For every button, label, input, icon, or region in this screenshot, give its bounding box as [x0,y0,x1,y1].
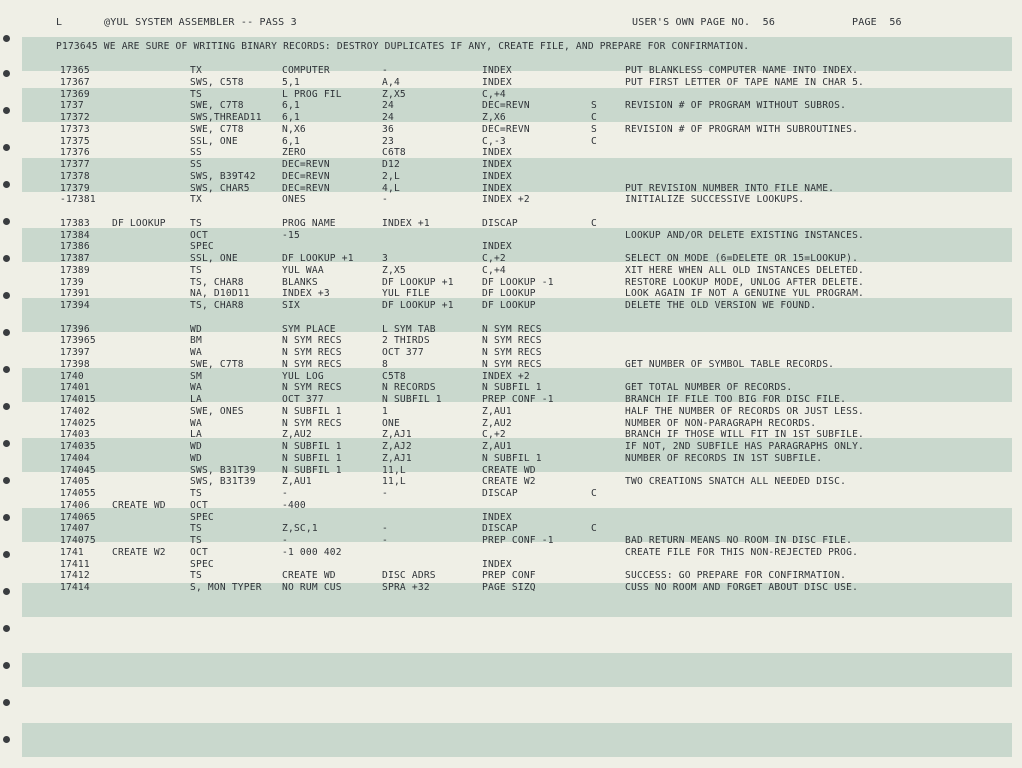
address-2-cell: 11,L [382,464,406,476]
address-3-cell: INDEX [482,170,512,182]
location-cell: 17389 [60,264,90,276]
listing-row [0,312,1022,324]
address-2-cell: N RECORDS [382,382,436,394]
label-cell: CREATE WD [112,499,166,511]
listing-row [0,359,1022,371]
address-2-cell: Z,AJ1 [382,429,412,441]
address-1-cell: CREATE WD [282,570,336,582]
listing-row [0,89,1022,101]
opcode-cell: TX [190,65,202,76]
listing-row [0,523,1022,535]
listing-row [0,582,1022,594]
address-1-cell: COMPUTER [282,65,330,76]
location-cell: 1740 [60,370,84,382]
opcode-cell: TX [190,194,202,206]
address-3-cell: CREATE W2 [482,476,536,488]
address-2-cell: 8 [382,358,388,370]
location-cell: 174055 [60,488,96,499]
opcode-cell: TS [190,488,202,499]
address-3-cell: DF LOOKUP [482,288,536,300]
listing-row [0,570,1022,582]
address-2-cell: Z,AJ1 [382,452,412,464]
opcode-cell: WD [190,452,202,464]
address-1-cell: 6,1 [282,135,300,147]
location-cell: 17384 [60,229,90,241]
address-3-cell: N SYM RECS [482,323,542,335]
address-3-cell: PREP CONF -1 [482,394,554,405]
address-3-cell: INDEX [482,558,512,570]
opcode-cell: SPEC [190,511,214,523]
address-3-cell: CREATE WD [482,464,536,476]
listing-row [0,465,1022,477]
opcode-cell: SWE, C7T8 [190,358,244,370]
location-cell: 17377 [60,159,90,170]
flag-cell: C [591,488,597,499]
opcode-cell: SPEC [190,558,214,570]
opcode-cell: TS [190,535,202,546]
listing-row [0,371,1022,383]
opcode-cell: TS, CHAR8 [190,276,244,288]
opcode-cell: TS [190,264,202,276]
address-3-cell: C,+4 [482,264,506,276]
comment-cell: HALF THE NUMBER OF RECORDS OR JUST LESS. [625,405,865,417]
address-3-cell: INDEX [482,241,512,253]
address-1-cell: -1 000 402 [282,546,342,558]
comment-cell: BAD RETURN MEANS NO ROOM IN DISC FILE. [625,535,853,546]
address-1-cell: Z,AU2 [282,429,312,441]
opcode-cell: SWS, B31T39 [190,476,256,488]
address-1-cell: SYM PLACE [282,323,336,335]
address-1-cell: Z,SC,1 [282,523,318,535]
opcode-cell: SWS, B31T39 [190,464,256,476]
opcode-cell: SS [190,147,202,159]
location-cell: 17376 [60,147,90,159]
comment-cell: SUCCESS: GO PREPARE FOR CONFIRMATION. [625,570,847,582]
header-mark: L [56,17,63,28]
listing-row [0,512,1022,524]
address-1-cell: - [282,535,288,546]
heading-text: P173645 WE ARE SURE OF WRITING BINARY RECORDS: DESTROY DUPLICATES IF ANY, CREATE FILE, AND PREPARE FOR CONFIRMATION. [56,41,750,52]
address-2-cell: SPRA +32 [382,582,430,593]
location-cell: 17372 [60,112,90,123]
listing-row [0,288,1022,300]
location-cell: 17367 [60,76,90,88]
comment-cell: BRANCH IF FILE TOO BIG FOR DISC FILE. [625,394,847,405]
address-1-cell: 5,1 [282,76,300,88]
listing-row [0,230,1022,242]
comment-cell: DELETE THE OLD VERSION WE FOUND. [625,300,817,311]
listing-row [0,171,1022,183]
listing-row [0,147,1022,159]
opcode-cell: SWS,THREAD11 [190,112,262,123]
address-1-cell: N SUBFIL 1 [282,405,342,417]
address-1-cell: N SYM RECS [282,347,342,358]
address-1-cell: L PROG FIL [282,88,342,100]
address-2-cell: 4,L [382,182,400,194]
location-cell: 174045 [60,464,96,476]
comment-cell: PUT REVISION NUMBER INTO FILE NAME. [625,182,835,194]
listing-row [0,159,1022,171]
location-cell: 17365 [60,65,90,76]
address-2-cell: - [382,535,388,546]
address-2-cell: DF LOOKUP +1 [382,300,454,311]
address-2-cell: YUL FILE [382,288,430,300]
address-2-cell: - [382,194,388,206]
address-1-cell: DF LOOKUP +1 [282,253,354,264]
address-2-cell: DISC ADRS [382,570,436,582]
address-1-cell: YUL LOG [282,370,324,382]
address-2-cell: C6T8 [382,147,406,159]
location-cell: 1741 [60,546,84,558]
location-cell: 17402 [60,405,90,417]
comment-cell: BRANCH IF THOSE WILL FIT IN 1ST SUBFILE. [625,429,865,441]
address-2-cell: Z,X5 [382,88,406,100]
listing-row [0,277,1022,289]
address-1-cell: -15 [282,229,300,241]
opcode-cell: OCT [190,546,208,558]
address-2-cell: 24 [382,100,394,112]
opcode-cell: SSL, ONE [190,135,238,147]
address-2-cell: A,4 [382,76,400,88]
address-2-cell: 2 THIRDS [382,335,430,347]
address-3-cell: DISCAP [482,488,518,499]
comment-cell: NUMBER OF NON-PARAGRAPH RECORDS. [625,417,817,429]
address-3-cell: INDEX +2 [482,194,530,206]
address-3-cell: PREP CONF -1 [482,535,554,546]
address-3-cell: PREP CONF [482,570,536,582]
comment-cell: GET TOTAL NUMBER OF RECORDS. [625,382,793,394]
address-3-cell: INDEX [482,159,512,170]
green-bar [22,723,1012,757]
address-2-cell: Z,X5 [382,264,406,276]
address-2-cell: Z,AJ2 [382,441,412,452]
listing-row [0,418,1022,430]
listing-row [0,218,1022,230]
address-1-cell: 6,1 [282,112,300,123]
opcode-cell: WA [190,382,202,394]
location-cell: 17403 [60,429,90,441]
address-1-cell: 6,1 [282,100,300,112]
header-page-label: USER'S OWN PAGE NO. 56 [632,17,776,28]
opcode-cell: TS, CHAR8 [190,300,244,311]
listing-row [0,394,1022,406]
comment-cell: GET NUMBER OF SYMBOL TABLE RECORDS. [625,358,835,370]
address-3-cell: INDEX [482,65,512,76]
address-3-cell: C,+2 [482,429,506,441]
flag-cell: C [591,112,597,123]
address-2-cell: OCT 377 [382,347,424,358]
address-3-cell: DISCAP [482,523,518,535]
location-cell: 17369 [60,88,90,100]
header-title: @YUL SYSTEM ASSEMBLER -- PASS 3 [104,17,297,28]
listing-row [0,183,1022,195]
address-2-cell: - [382,488,388,499]
opcode-cell: TS [190,570,202,582]
address-3-cell: C,-3 [482,135,506,147]
comment-cell: PUT FIRST LETTER OF TAPE NAME IN CHAR 5. [625,76,865,88]
page-header [0,17,1022,29]
address-1-cell: N SUBFIL 1 [282,452,342,464]
address-3-cell: N SUBFIL 1 [482,382,542,394]
location-cell: 17406 [60,499,90,511]
comment-cell: INITIALIZE SUCCESSIVE LOOKUPS. [625,194,805,206]
location-cell: 17414 [60,582,90,593]
address-3-cell: PAGE SIZQ [482,582,536,593]
location-cell: 174015 [60,394,96,405]
opcode-cell: SWE, ONES [190,405,244,417]
address-2-cell: INDEX +1 [382,217,430,229]
opcode-cell: OCT [190,229,208,241]
location-cell: 17411 [60,558,90,570]
opcode-cell: WA [190,417,202,429]
opcode-cell: SM [190,370,202,382]
location-cell: 17397 [60,347,90,358]
address-1-cell: Z,AU1 [282,476,312,488]
address-2-cell: 3 [382,253,388,264]
listing-row [0,488,1022,500]
address-3-cell: Z,AU1 [482,405,512,417]
address-3-cell: N SYM RECS [482,358,542,370]
address-3-cell: Z,AU2 [482,417,512,429]
location-cell: 17405 [60,476,90,488]
location-cell: 17398 [60,358,90,370]
listing-row [0,194,1022,206]
listing-row [0,324,1022,336]
location-cell: 17379 [60,182,90,194]
green-bar [22,653,1012,687]
address-1-cell: - [282,488,288,499]
comment-cell: TWO CREATIONS SNATCH ALL NEEDED DISC. [625,476,847,488]
address-1-cell: N SYM RECS [282,417,342,429]
listing-row [0,453,1022,465]
opcode-cell: SWE, C7T8 [190,100,244,112]
address-1-cell: N SUBFIL 1 [282,464,342,476]
listing-row [0,253,1022,265]
opcode-cell: SWE, C7T8 [190,123,244,135]
comment-cell: CUSS NO ROOM AND FORGET ABOUT DISC USE. [625,582,859,593]
tractor-hole [3,662,10,669]
comment-cell: LOOK AGAIN IF NOT A GENUINE YUL PROGRAM. [625,288,865,300]
address-1-cell: DEC=REVN [282,159,330,170]
location-cell: 17396 [60,323,90,335]
location-cell: 17412 [60,570,90,582]
opcode-cell: TS [190,88,202,100]
flag-cell: C [591,135,597,147]
listing-row [0,136,1022,148]
address-1-cell: N,X6 [282,123,306,135]
address-1-cell: SIX [282,300,300,311]
opcode-cell: SS [190,159,202,170]
opcode-cell: LA [190,429,202,441]
comment-cell: XIT HERE WHEN ALL OLD INSTANCES DELETED. [625,264,865,276]
location-cell: 17386 [60,241,90,253]
listing-row [0,65,1022,77]
listing-row [0,441,1022,453]
address-1-cell: -400 [282,499,306,511]
location-cell: 174025 [60,417,96,429]
address-2-cell: - [382,65,388,76]
listing-row [0,265,1022,277]
address-1-cell: DEC=REVN [282,170,330,182]
opcode-cell: S, MON TYPER [190,582,262,593]
location-cell: 174065 [60,511,96,523]
listing-row [0,500,1022,512]
listing-row [0,559,1022,571]
comment-cell: PUT BLANKLESS COMPUTER NAME INTO INDEX. [625,65,859,76]
flag-cell: C [591,217,597,229]
listing-row [0,535,1022,547]
address-2-cell: 1 [382,405,388,417]
address-1-cell: ZERO [282,147,306,159]
address-2-cell: 23 [382,135,394,147]
flag-cell: C [591,523,597,535]
address-3-cell: INDEX +2 [482,370,530,382]
flag-cell: S [591,123,597,135]
location-cell: 1737 [60,100,84,112]
listing-row [0,124,1022,136]
location-cell: 17373 [60,123,90,135]
listing-row [0,112,1022,124]
address-1-cell: ONES [282,194,306,206]
address-3-cell: DF LOOKUP -1 [482,276,554,288]
opcode-cell: TS [190,217,202,229]
opcode-cell: WA [190,347,202,358]
address-3-cell: Z,AU1 [482,441,512,452]
address-1-cell: PROG NAME [282,217,336,229]
address-3-cell: DF LOOKUP [482,300,536,311]
heading-line [0,41,1022,53]
address-1-cell: YUL WAA [282,264,324,276]
address-1-cell: INDEX +3 [282,288,330,300]
opcode-cell: SPEC [190,241,214,253]
address-3-cell: DEC=REVN [482,100,530,112]
address-2-cell: 11,L [382,476,406,488]
location-cell: 17387 [60,253,90,264]
address-3-cell: Z,X6 [482,112,506,123]
address-3-cell: C,+2 [482,253,506,264]
address-3-cell: N SUBFIL 1 [482,452,542,464]
opcode-cell: WD [190,441,202,452]
location-cell: 17391 [60,288,90,300]
opcode-cell: NA, D10D11 [190,288,250,300]
location-cell: 1739 [60,276,84,288]
address-1-cell: N SUBFIL 1 [282,441,342,452]
opcode-cell: LA [190,394,202,405]
address-1-cell: BLANKS [282,276,318,288]
location-cell: 17401 [60,382,90,394]
listing-row [0,547,1022,559]
location-cell: 17394 [60,300,90,311]
address-3-cell: INDEX [482,76,512,88]
address-3-cell: N SYM RECS [482,335,542,347]
opcode-cell: SWS, B39T42 [190,170,256,182]
comment-cell: REVISION # OF PROGRAM WITHOUT SUBROS. [625,100,847,112]
address-3-cell: DEC=REVN [482,123,530,135]
address-1-cell: DEC=REVN [282,182,330,194]
comment-cell: REVISION # OF PROGRAM WITH SUBROUTINES. [625,123,859,135]
location-cell: 17378 [60,170,90,182]
comment-cell: NUMBER OF RECORDS IN 1ST SUBFILE. [625,452,823,464]
listing-row [0,406,1022,418]
tractor-hole [3,625,10,632]
location-cell: 17383 [60,217,90,229]
location-cell: 17407 [60,523,90,535]
listing-row [0,206,1022,218]
address-3-cell: INDEX [482,511,512,523]
listing-row [0,382,1022,394]
address-2-cell: C5T8 [382,370,406,382]
opcode-cell: BM [190,335,202,347]
address-2-cell: ONE [382,417,400,429]
address-3-cell: INDEX [482,182,512,194]
location-cell: 173965 [60,335,96,347]
address-2-cell: DF LOOKUP +1 [382,276,454,288]
address-2-cell: 2,L [382,170,400,182]
comment-cell: SELECT ON MODE (6=DELETE OR 15=LOOKUP). [625,253,859,264]
tractor-hole [3,699,10,706]
location-cell: -17381 [60,194,96,206]
tractor-hole [3,736,10,743]
address-1-cell: NO RUM CUS [282,582,342,593]
listing-row [0,429,1022,441]
location-cell: 174075 [60,535,96,546]
label-cell: DF LOOKUP [112,217,166,229]
address-1-cell: OCT 377 [282,394,324,405]
listing-row [0,300,1022,312]
listing-row [0,476,1022,488]
label-cell: CREATE W2 [112,546,166,558]
comment-cell: RESTORE LOOKUP MODE, UNLOG AFTER DELETE. [625,276,865,288]
address-3-cell: DISCAP [482,217,518,229]
listing-row [0,77,1022,89]
location-cell: 174035 [60,441,96,452]
address-2-cell: L SYM TAB [382,323,436,335]
opcode-cell: OCT [190,499,208,511]
address-2-cell: D12 [382,159,400,170]
opcode-cell: SSL, ONE [190,253,238,264]
address-1-cell: N SYM RECS [282,335,342,347]
location-cell: 17375 [60,135,90,147]
address-1-cell: N SYM RECS [282,382,342,394]
listing-row [0,100,1022,112]
opcode-cell: SWS, C5T8 [190,76,244,88]
header-page: PAGE 56 [852,17,902,28]
listing-row [0,241,1022,253]
listing-row [0,335,1022,347]
location-cell: 17404 [60,452,90,464]
opcode-cell: TS [190,523,202,535]
opcode-cell: WD [190,323,202,335]
address-2-cell: 36 [382,123,394,135]
address-3-cell: N SYM RECS [482,347,542,358]
address-2-cell: N SUBFIL 1 [382,394,442,405]
address-2-cell: 24 [382,112,394,123]
comment-cell: LOOKUP AND/OR DELETE EXISTING INSTANCES. [625,229,865,241]
opcode-cell: SWS, CHAR5 [190,182,250,194]
flag-cell: S [591,100,597,112]
address-3-cell: INDEX [482,147,512,159]
address-2-cell: - [382,523,388,535]
comment-cell: CREATE FILE FOR THIS NON-REJECTED PROG. [625,546,859,558]
comment-cell: IF NOT, 2ND SUBFILE HAS PARAGRAPHS ONLY. [625,441,865,452]
listing-row [0,347,1022,359]
address-3-cell: C,+4 [482,88,506,100]
address-1-cell: N SYM RECS [282,358,342,370]
